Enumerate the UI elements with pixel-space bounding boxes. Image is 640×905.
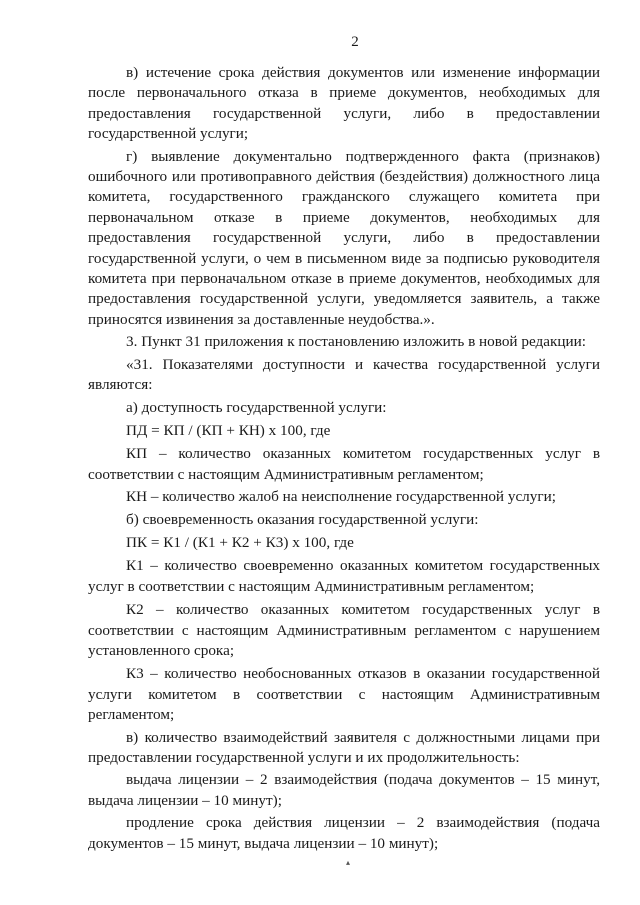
paragraph-license-issue: выдача лицензии – 2 взаимодействия (подача документов – 15 минут, выдача лицензии – 10 минут); bbox=[88, 771, 600, 809]
definition-k1: К1 – количество своевременно оказанных комитетом государственных услуг в соответствии с настоящим Административным регламентом; bbox=[88, 557, 600, 595]
paragraph-v-interactions: в) количество взаимодействий заявителя с должностными лицами при предоставлении государственной услуги и их продолжительность: bbox=[88, 728, 600, 766]
paragraph-license-renewal: продление срока действия лицензии – 2 взаимодействия (подача документов – 15 минут, выдача лицензии – 10 минут); bbox=[88, 814, 600, 852]
paragraph-g-error: г) выявление документально подтвержденного факта (признаков) ошибочного или противоправного действия (бездействия) должностного лица комитета, государственного гражданского служащего комитета при первоначальном отказе в приеме документов, необходимых для предоставления государственной услуги, либо в предоставлении государственной услуги, о чем в письменном виде за подписью руководителя комитета при первоначальном отказе в приеме документов, необходимых для предоставления государственной услуги, уведомляется заявитель, а также приносятся извинения за доставленные неудобства.». bbox=[88, 147, 600, 328]
definition-kn: КН – количество жалоб на неисполнение государственной услуги; bbox=[126, 488, 556, 506]
definition-k3: К3 – количество необоснованных отказов в оказании государственной услуги комитетом в соответствии с настоящим Административным регламентом; bbox=[88, 665, 600, 724]
formula-pk: ПК = К1 / (К1 + К2 + К3) х 100, где bbox=[126, 533, 354, 551]
definition-k2: К2 – количество оказанных комитетом государственных услуг в соответствии с настоящим Административным регламентом с нарушением установленного срока; bbox=[88, 601, 600, 659]
definition-kp: КП – количество оказанных комитетом государственных услуг в соответствии с настоящим Административным регламентом; bbox=[88, 445, 600, 483]
scan-mark: ▴ bbox=[346, 858, 351, 867]
paragraph-b-timeliness: б) своевременность оказания государственной услуги: bbox=[126, 510, 479, 528]
paragraph-point-31: «31. Показателями доступности и качества государственной услуги являются: bbox=[88, 355, 600, 394]
formula-pd: ПД = КП / (КП + КН) х 100, где bbox=[126, 421, 331, 439]
paragraph-v-expiry: в) истечение срока действия документов или изменение информации после первоначального отказа в приеме документов, необходимых для предоставления государственной услуги, либо в предоставлении государственной услуги; bbox=[88, 64, 600, 143]
paragraph-a-availability: а) доступность государственной услуги: bbox=[126, 398, 387, 416]
page-number: 2 bbox=[351, 34, 359, 50]
paragraph-item-3: 3. Пункт 31 приложения к постановлению изложить в новой редакции: bbox=[126, 333, 586, 351]
